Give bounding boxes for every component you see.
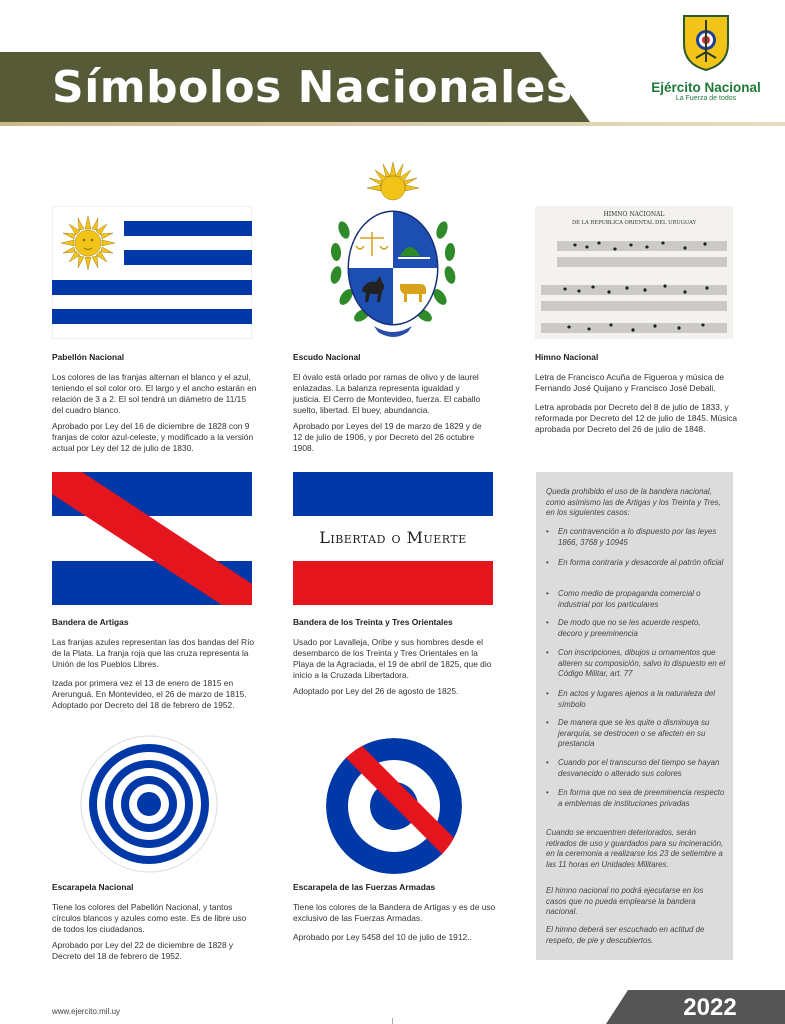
himno-heading: Himno Nacional (535, 352, 599, 362)
pabellon-text-1: Los colores de las franjas alternan el blanco y el azul, teniendo el sol color oro. El largo y el ancho estarán en relación de 3 a 2. El sol tendrá un diámetro de 11/15 del cuadro blanco. (52, 372, 257, 415)
pabellon-text-2: Aprobado por Ley del 16 de diciembre de 1828 con 9 franjas de color azul-celeste, y modificado a la versión actual por Ley del 12 de julio de 1830. (52, 421, 254, 453)
escudo-text-1: El óvalo está orlado por ramas de olivo y de laurel enlazadas. La balanza representa igualdad y justicia. El Cerro de Montevideo, fuerza. El caballo suelto, libertad. El buey, abundancia. (293, 372, 481, 415)
note-item: • En contravención a lo dispuesto por las leyes 1866, 3768 y 10945 (546, 527, 726, 548)
flag-motto: Libertad o Muerte (319, 528, 467, 547)
header-divider (0, 122, 785, 126)
treinta-tres-flag (293, 472, 493, 605)
note-item: • De manera que se les quite o disminuya su jerarquía, se destrocen o se afecten en su prestancia (546, 718, 726, 750)
sheet-music-icon (535, 206, 733, 339)
artigas-heading: Bandera de Artigas (52, 617, 129, 627)
org-slogan: La Fuerza de todos (675, 95, 737, 102)
escarapela-ffaa-text-2: Aprobado por Ley 5458 del 10 de julio de 1912.. (293, 932, 472, 942)
note-item: • En forma que no sea de preeminencia respecto a emblemas de instituciones privadas (546, 788, 726, 809)
escarapela-text-2: Aprobado por Ley del 22 de diciembre de 1828 y Decreto del 18 de febrero de 1952. (52, 940, 234, 961)
treinta-tres-text-2: Adoptado por Ley del 26 de agosto de 1825. (293, 686, 459, 696)
pabellon-heading: Pabellón Nacional (52, 352, 125, 362)
note-outro-2: El himno nacional no podrá ejecutarse en los casos que no pueda emplearse la bandera nacional. (546, 886, 704, 916)
org-name: Ejército Nacional (651, 80, 761, 95)
escarapela-text-1: Tiene los colores del Pabellón Nacional, y tantos círculos blancos y azules como este. Es de libre uso de todos los ciudadanos. (52, 902, 247, 934)
note-item: • Con inscripciones, dibujos u ornamentos que alteren su composición, salvo lo dispuesto en el Código Militar, art. 77 (546, 648, 726, 680)
note-item: • En forma contraria y desacorde al patrón oficial (546, 558, 726, 569)
escarapela-ffaa (325, 737, 463, 875)
artigas-text-2: Izada por primera vez el 13 de enero de 1815 en Arerunguá. En Montevideo, el 26 de marzo de 1815. Adoptado por Decreto del 18 de febrero de 1952. (52, 678, 247, 710)
escarapela-nacional (80, 735, 218, 873)
escudo-text-2: Aprobado por Leyes del 19 de marzo de 1829 y de 12 de julio de 1906, y por Decreto del 26 octubre 1908. (293, 421, 482, 453)
note-outro-1: Cuando se encuentren deteriorados, serán retirados de uso y guardados para su incineración, en la ceremonia a realizarse los 23 de setiembre a las 11 horas en Unidades Militares. (546, 828, 724, 869)
artigas-flag (52, 472, 252, 605)
treinta-tres-text-1: Usado por Lavalleja, Oribe y sus hombres desde el desembarco de los Treinta y Tres Orientales en la Playa de la Agraciada, el 19 de abril de 1825, que dio inicio a la Cruzada Libertadora. (293, 637, 492, 680)
note-item: • Como medio de propaganda comercial o industrial por los particulares (546, 589, 726, 610)
note-intro: Queda prohibido el uso de la bandera nacional, como asimismo las de Artigas y los Treinta y Tres, en los siguientes casos: (546, 487, 721, 517)
pabellon-flag (52, 206, 252, 339)
himno-text-1: Letra de Francisco Acuña de Figueroa y música de Fernando José Quijano y Francisco José Debali. (535, 372, 725, 393)
footer-website-link[interactable]: www.ejercito.mil.uy (52, 1007, 121, 1016)
sun-of-may-icon (61, 216, 115, 270)
escarapela-ffaa-text-1: Tiene los colores de la Bandera de Artigas y es de uso exclusivo de las Fuerzas Armadas. (293, 902, 496, 923)
sheet-title-1: HIMNO NACIONAL (603, 211, 665, 218)
escarapela-ffaa-heading: Escarapela de las Fuerzas Armadas (293, 882, 436, 892)
coat-of-arms-icon (322, 160, 464, 338)
footer-marker (392, 1018, 393, 1024)
treinta-tres-heading: Bandera de los Treinta y Tres Orientales (293, 617, 453, 627)
page-title: Símbolos Nacionales (52, 62, 573, 113)
himno-text-2: Letra aprobada por Decreto del 8 de julio de 1833, y reformada por Decreto del 12 de julio de 1845. Música aprobada por Decreto del 26 de julio de 1848. (535, 402, 738, 434)
prohibitions-box (536, 472, 733, 960)
footer-year: 2022 (683, 994, 737, 1021)
artigas-text-1: Las franjas azules representan las dos bandas del Río de la Plata. La franja roja que las cruza representa la Unión de los Pueblos Libres. (52, 637, 255, 669)
escudo-heading: Escudo Nacional (293, 352, 361, 362)
note-item: • En actos y lugares ajenos a la naturaleza del símbolo (546, 689, 726, 710)
escarapela-heading: Escarapela Nacional (52, 882, 134, 892)
army-shield-icon (682, 14, 730, 72)
note-outro-3: El himno deberá ser escuchado en actitud de respeto, de pie y descubiertos. (546, 925, 705, 945)
sheet-title-2: DE LA REPUBLICA ORIENTAL DEL URUGUAY (571, 220, 697, 226)
note-item: • Cuando por el transcurso del tiempo se hayan desvanecido o alterado sus colores (546, 758, 726, 779)
note-item: • De modo que no se les acuerde respeto, decoro y preeminencia (546, 618, 726, 639)
